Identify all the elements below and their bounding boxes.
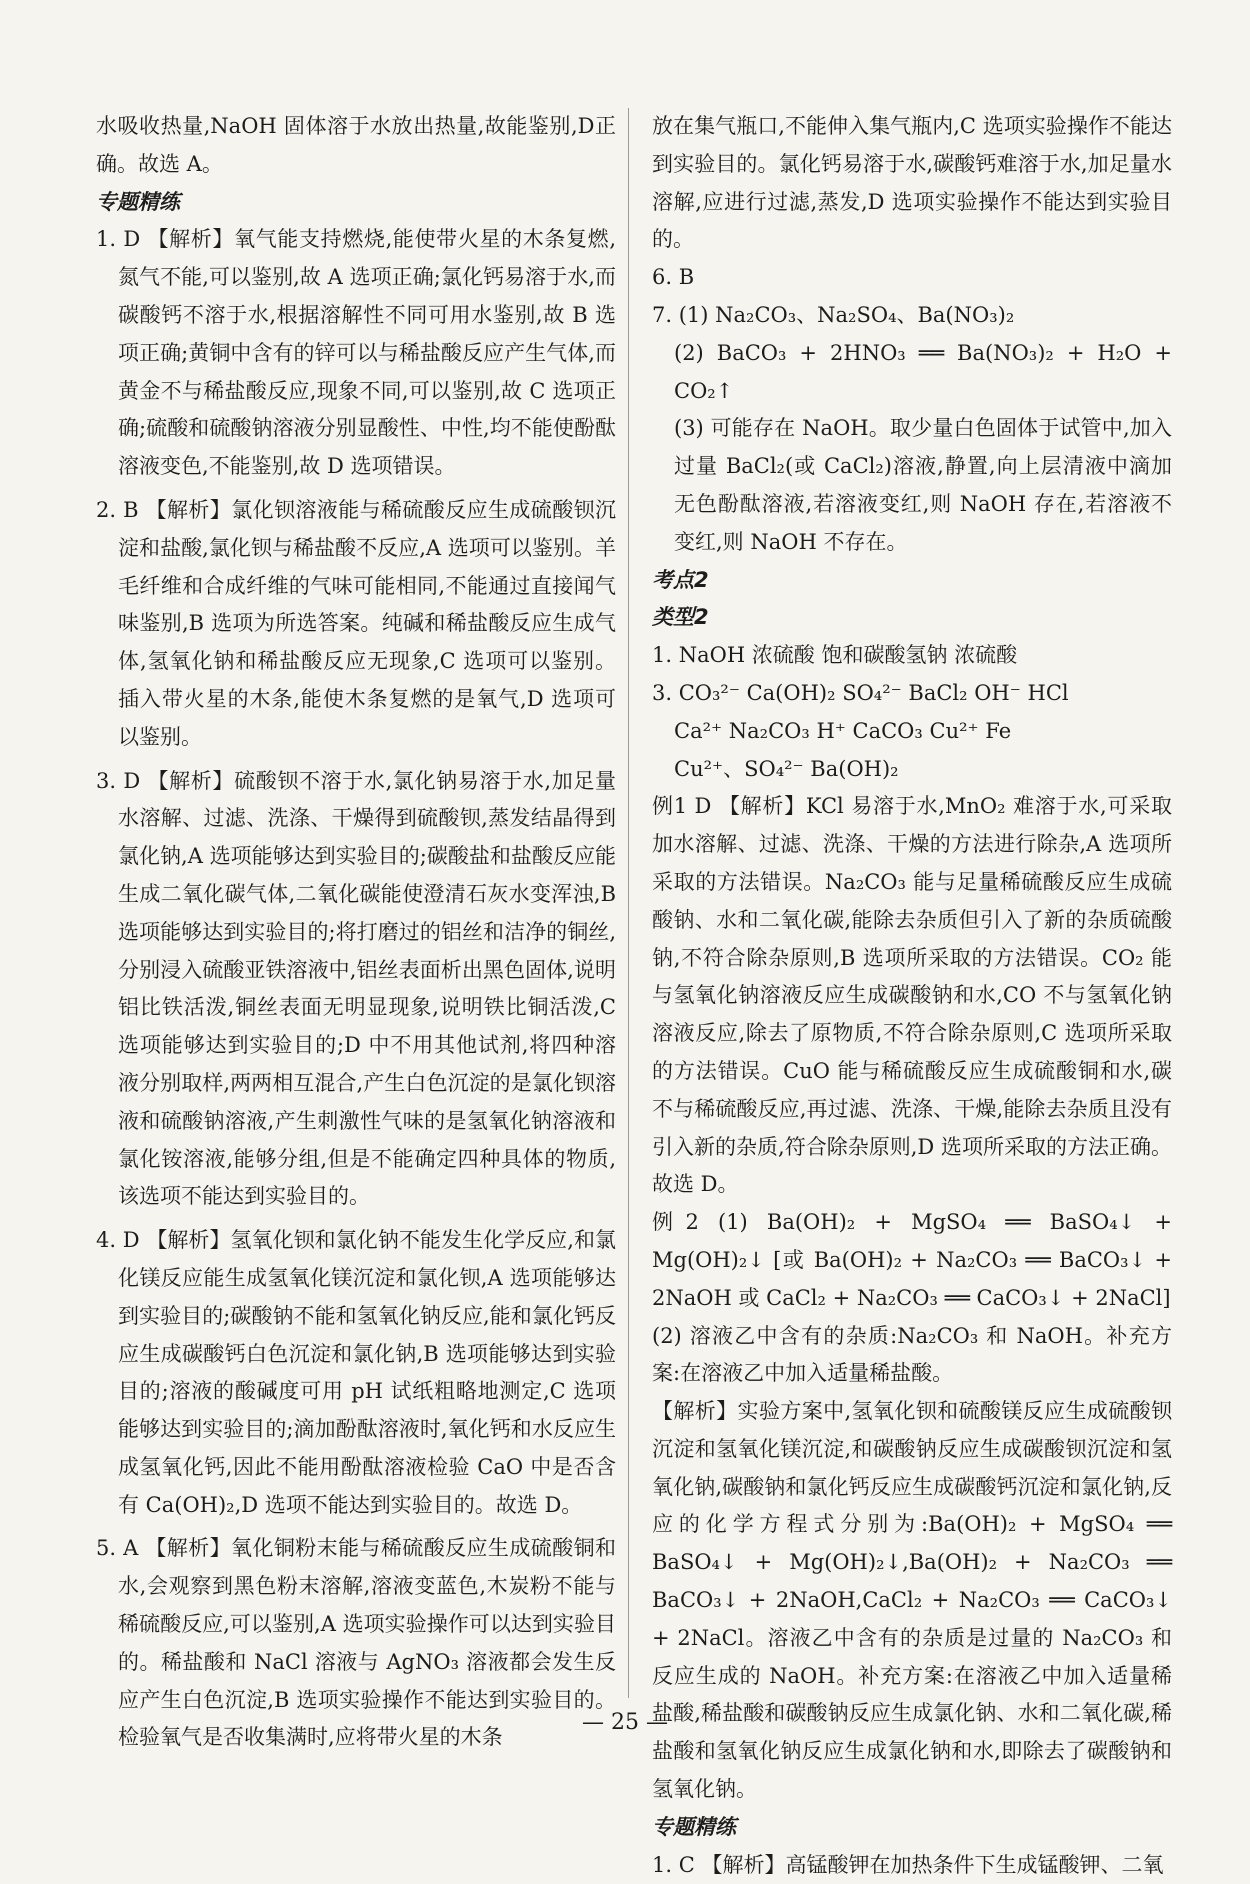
answer-item: 3. CO₃²⁻ Ca(OH)₂ SO₄²⁻ BaCl₂ OH⁻ HCl bbox=[652, 680, 1069, 705]
column-divider bbox=[628, 108, 629, 1698]
intro-paragraph: 水吸收热量,NaOH 固体溶于水放出热量,故能鉴别,D正确。故选 A。 bbox=[96, 114, 616, 176]
analysis-paragraph: 【解析】实验方案中,氢氧化钡和硫酸镁反应生成硫酸钡沉淀和氢氧化镁沉淀,和碳酸钠反应生成碳酸钡沉淀和氢氧化钠,碳酸钠和氯化钙反应生成碳酸钙沉淀和氯化钠,反应的化学方程式分别为:Ba(OH)₂ + MgSO₄ ══ BaSO₄↓ + Mg(OH)₂↓,Ba(OH)₂ + Na₂CO₃ ══ BaCO₃↓ + 2NaOH,CaCl₂ + Na₂CO₃ ══ CaCO₃↓ + 2NaCl。溶液乙中含有的杂质是过量的 Na₂CO₃ 和反应生成的 NaOH。补充方案:在溶液乙中加入适量稀盐酸,稀盐酸和碳酸钠反应生成氯化钠、水和二氧化碳,稀盐酸和氢氧化钠反应生成氯化钠和水,即除去了碳酸钠和氢氧化钠。 bbox=[652, 1399, 1172, 1802]
section-heading: 专题精练 bbox=[652, 1814, 736, 1839]
answer-item: 6. B bbox=[652, 265, 695, 290]
answer-item: 1. D 【解析】氧气能支持燃烧,能使带火星的木条复燃,氮气不能,可以鉴别,故 A 选项正确;氯化钙易溶于水,而碳酸钙不溶于水,根据溶解性不同可用水鉴别,故 B 选项正确;黄铜中含有的锌可以与稀盐酸反应产生气体,而黄金不与稀盐酸反应,现象不同,可以鉴别,故 C 选项正确;硫酸和硫酸钠溶液分别显酸性、中性,均不能使酚酞溶液变色,不能鉴别,故 D 选项错误。 bbox=[96, 227, 616, 479]
example-paragraph: 例1 D 【解析】KCl 易溶于水,MnO₂ 难溶于水,可采取加水溶解、过滤、洗涤、干燥的方法进行除杂,A 选项所采取的方法错误。Na₂CO₃ 能与足量稀硫酸反应生成硫酸钠、水和二氧化碳,能除去杂质但引入了新的杂质硫酸钠,不符合除杂原则,B 选项所采取的方法错误。CO₂ 能与氢氧化钠溶液反应生成碳酸钠和水,CO 不与氢氧化钠溶液反应,除去了原物质,不符合除杂原则,C 选项所采取的方法错误。CuO 能与稀硫酸反应生成硫酸铜和水,碳不与稀硫酸反应,再过滤、洗涤、干燥,能除去杂质且没有引入新的杂质,符合除杂原则,D 选项所采取的方法正确。故选 D。 bbox=[652, 794, 1172, 1197]
answer-item: 4. D 【解析】氢氧化钡和氯化钠不能发生化学反应,和氯化镁反应能生成氢氧化镁沉淀和氯化钡,A 选项能够达到实验目的;碳酸钠不能和氢氧化钠反应,能和氯化钙反应生成碳酸钙白色沉淀和氯化钠,B 选项能够达到实验目的;溶液的酸碱度可用 pH 试纸粗略地测定,C 选项能够达到实验目的;滴加酚酞溶液时,氧化钙和水反应生成氢氧化钙,因此不能用酚酞溶液检验 CaO 中是否含有 Ca(OH)₂,D 选项不能达到实验目的。故选 D。 bbox=[96, 1228, 616, 1517]
section-heading: 类型2 bbox=[652, 605, 709, 630]
answer-subitem: Cu²⁺、SO₄²⁻ Ba(OH)₂ bbox=[674, 756, 899, 781]
answer-subitem: Ca²⁺ Na₂CO₃ H⁺ CaCO₃ Cu²⁺ Fe bbox=[674, 718, 1012, 743]
answer-item: 1. C 【解析】高锰酸钾在加热条件下生成锰酸钾、二氧 bbox=[652, 1852, 1164, 1877]
answer-item: 5. A 【解析】氧化铜粉末能与稀硫酸反应生成硫酸铜和水,会观察到黑色粉末溶解,溶液变蓝色,木炭粉不能与稀硫酸反应,可以鉴别,A 选项实验操作可以达到实验目的。稀盐酸和 NaCl 溶液与 AgNO₃ 溶液都会发生反应产生白色沉淀,B 选项实验操作不能达到实验目的。检验氧气是否收集满时,应将带火星的木条 bbox=[96, 1536, 616, 1750]
page-number: — 25 — bbox=[582, 1710, 668, 1735]
answer-item: 2. B 【解析】氯化钡溶液能与稀硫酸反应生成硫酸钡沉淀和盐酸,氯化钡与稀盐酸不反应,A 选项可以鉴别。羊毛纤维和合成纤维的气味可能相同,不能通过直接闻气味鉴别,B 选项为所选答案。纯碱和稀盐酸反应生成气体,氢氧化钠和稀盐酸反应无现象,C 选项可以鉴别。插入带火星的木条,能使木条复燃的是氧气,D 选项可以鉴别。 bbox=[96, 497, 616, 749]
answer-item: 1. NaOH 浓硫酸 饱和碳酸氢钠 浓硫酸 bbox=[652, 643, 1018, 668]
example-paragraph: 例2 (1) Ba(OH)₂ + MgSO₄ ══ BaSO₄↓ + Mg(OH)₂↓ [或 Ba(OH)₂ + Na₂CO₃ ══ BaCO₃↓ + 2NaOH 或 CaCl₂ + Na₂CO₃ ══ CaCO₃↓ + 2NaCl] bbox=[652, 1210, 1172, 1310]
example-paragraph: (2) 溶液乙中含有的杂质:Na₂CO₃ 和 NaOH。补充方案:在溶液乙中加入适量稀盐酸。 bbox=[652, 1323, 1172, 1386]
continued-paragraph: 放在集气瓶口,不能伸入集气瓶内,C 选项实验操作不能达到实验目的。氯化钙易溶于水,碳酸钙难溶于水,加足量水溶解,应进行过滤,蒸发,D 选项实验操作不能达到实验目的。 bbox=[652, 114, 1172, 252]
answer-item: 7. (1) Na₂CO₃、Na₂SO₄、Ba(NO₃)₂ bbox=[652, 302, 1015, 327]
right-column bbox=[652, 108, 1172, 1884]
answer-item: 3. D 【解析】硫酸钡不溶于水,氯化钠易溶于水,加足量水溶解、过滤、洗涤、干燥得到硫酸钡,蒸发结晶得到氯化钠,A 选项能够达到实验目的;碳酸盐和盐酸反应能生成二氧化碳气体,二氧化碳能使澄清石灰水变浑浊,B 选项能够达到实验目的;将打磨过的铝丝和洁净的铜丝,分别浸入硫酸亚铁溶液中,铝丝表面析出黑色固体,说明铝比铁活泼,铜丝表面无明显现象,说明铁比铜活泼,C 选项能够达到实验目的;D 中不用其他试剂,将四种溶液分别取样,两两相互混合,产生白色沉淀的是氯化钡溶液和硫酸钠溶液,产生刺激性气味的是氢氧化钠溶液和氯化铵溶液,能够分组,但是不能确定四种具体的物质,该选项不能达到实验目的。 bbox=[96, 768, 616, 1209]
section-heading: 考点2 bbox=[652, 567, 709, 592]
left-column bbox=[96, 108, 616, 1757]
answer-subitem: (3) 可能存在 NaOH。取少量白色固体于试管中,加入过量 BaCl₂(或 CaCl₂)溶液,静置,向上层清液中滴加无色酚酞溶液,若溶液变红,则 NaOH 存在,若溶液不变红,则 NaOH 不存在。 bbox=[674, 416, 1172, 554]
answer-subitem: (2) BaCO₃ + 2HNO₃ ══ Ba(NO₃)₂ + H₂O + CO₂↑ bbox=[674, 340, 1172, 403]
section-heading: 专题精练 bbox=[96, 189, 180, 214]
